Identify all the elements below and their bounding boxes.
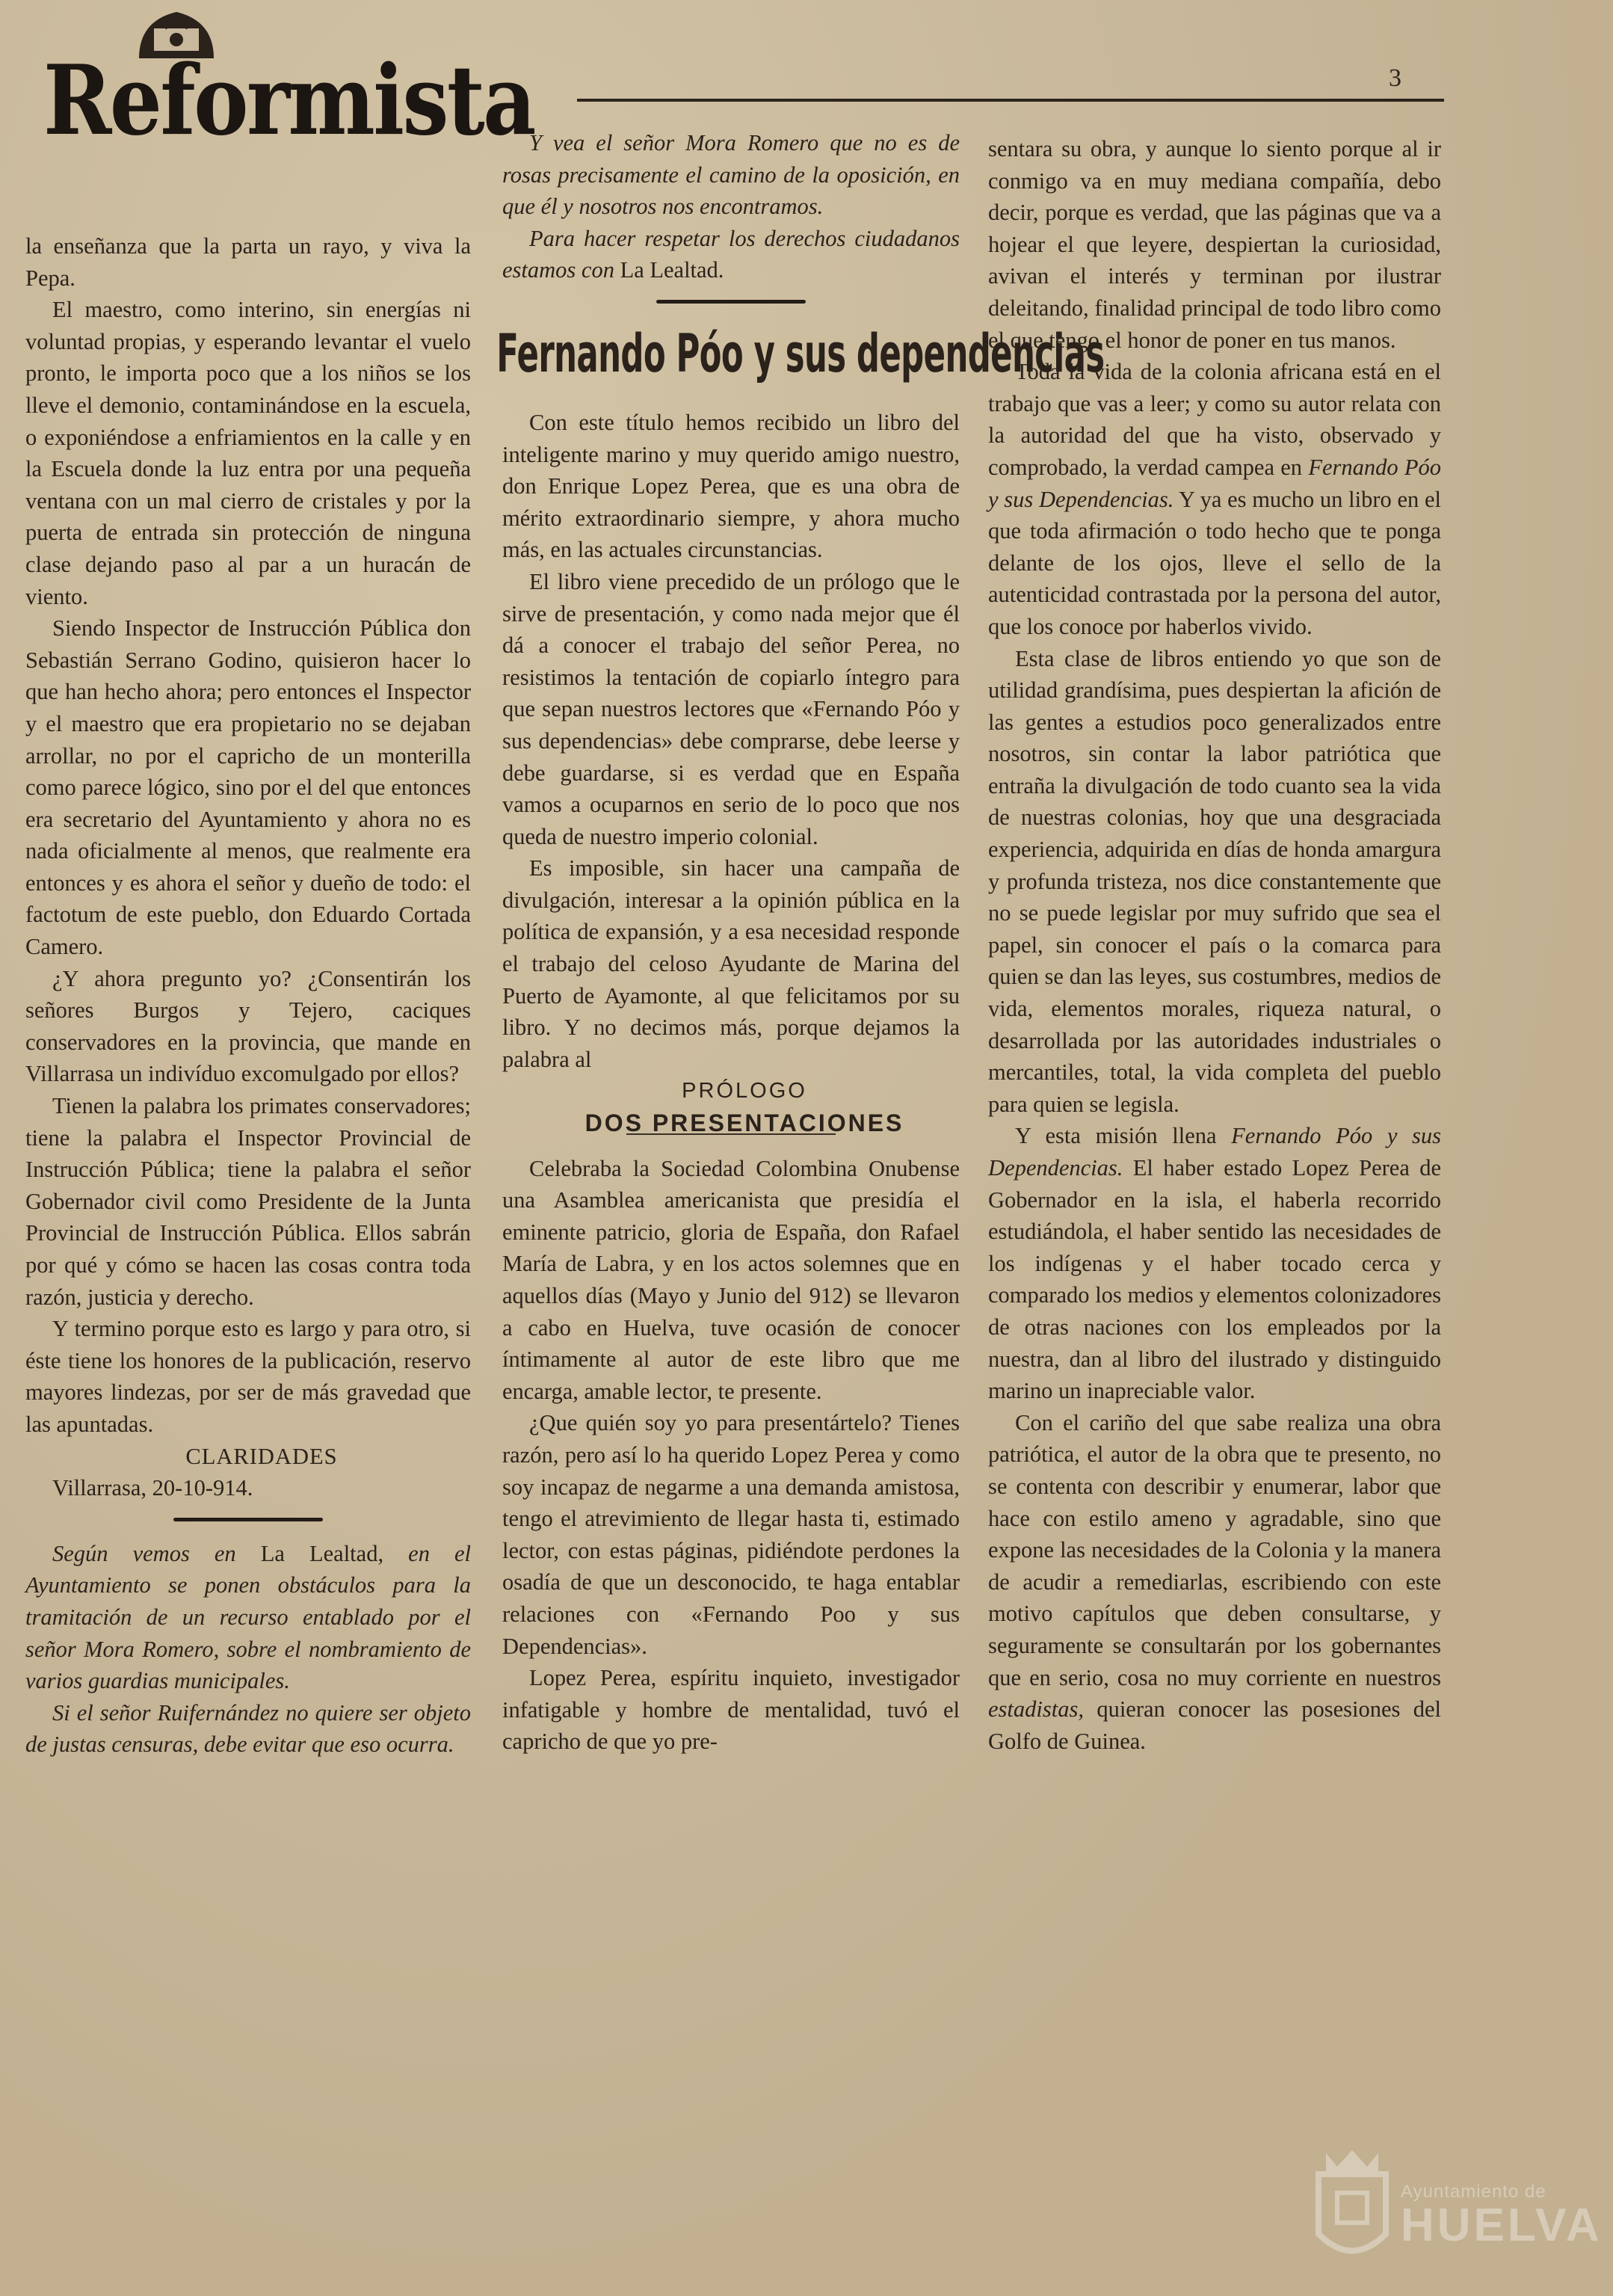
newspaper-name: La Lealtad, (260, 1540, 384, 1566)
paragraph: Toda la vida de la colonia africana está en el trabajo que vas a leer; y como su autor relata con la autoridad del que ha visto, observado y comprobado, la verdad campea en Fernando Póo y sus Dependencias. Y ya es mucho un libro en el que toda afirmación o todo hecho que te ponga delante de los ojos, lleve el sello de la autenticidad contrastada por la persona del autor, que los conoce por haberlos vivido. (988, 359, 1441, 639)
paragraph: El libro viene precedido de un prólogo que le sirve de presentación, y como nada mejor que él dá a conocer el trabajo del señor Perea, no resistimos la tentación de copiarlo íntegro para que sepan nuestros lectores que «Fernando Póo y sus dependencias» debe comprarse, debe leerse y debe guardarse, si es verdad que en España vamos a ocuparnos en serio de lo poco que nos queda de nuestro imperio colonial. (502, 568, 960, 849)
archive-watermark (1311, 2144, 1603, 2286)
note-paragraph: Si el señor Ruifernández no quiere ser objeto de justas censuras, debe evitar que eso ocurra. (25, 1699, 471, 1758)
huelva-crest-icon (1311, 2144, 1393, 2271)
prologue-heading: PRÓLOGO (682, 1079, 807, 1104)
place-date: Villarrasa, 20-10-914. (52, 1475, 253, 1501)
newspaper-name: La Lealtad. (620, 257, 724, 283)
masthead (43, 6, 559, 193)
watermark-text: Ayuntamiento de HUELVA (1401, 2182, 1603, 2251)
paragraph: El maestro, como interino, sin energías ni voluntad propias, y esperando levantar el vuelo pronto, le importa poco que a los niños se los lleve el demonio, contaminándose en la escuela, o exponiéndose a enfriamientos en la calle y en la Escuela donde la luz entra por una pequeña ventana con un mal cierro de cristales y por la puerta de entrada sin protección de ninguna clase dejando paso al par a un huracán de viento. (25, 297, 471, 609)
emphasis: estadistas, (988, 1696, 1084, 1723)
paragraph: Siendo Inspector de Instrucción Pública don Sebastián Serrano Godino, quisieron hacer lo que han hecho ahora; pero entonces el Inspector y el maestro que era propietario no se dejaban arrollar, no por el capricho de un monterilla como parece lógico, sino por el del que entonces era secretario del Ayuntamiento y ahora no es nada oficialmente al menos, que realmente era entonces y es ahora el señor y dueño de todo: el factotum de este pueblo, don Eduardo Cortada Camero. (25, 615, 471, 960)
book-title: Fernando Póo y sus Dependencias. (988, 1123, 1441, 1181)
separator (656, 300, 806, 304)
paragraph: Y esta misión llena Fernando Póo y sus Dependencias. El haber estado Lopez Perea de Gobernador en la isla, el haberla recorrido estudiándola, el haber sentido las necesidades de los indígenas y el haber tocado cerca y comparado los medios y elementos colonizadores de otras naciones con los empleados por la nuestra, dan al libro del ilustrado y distinguido marino un inapreciable valor. (988, 1123, 1442, 1404)
paragraph: ¿Que quién soy yo para presentártelo? Tienes razón, pero así lo ha querido Lopez Perea y como soy incapaz de negarme a una demanda amistosa, tengo el atrevimiento de llegar hasta ti, estimado lector, con estas páginas, pidiéndote perdones la osadía de que un desconocido, te haga entablar relaciones con «Fernando Poo y sus Dependencias». (502, 1410, 960, 1659)
paragraph: Con el cariño del que sabe realiza una obra patriótica, el autor de la obra que te presento, no se contenta con describir y enumerar, labor que hace con estilo ameno y agradable, sino que expone las necesidades de la Colonia y la manera de acudir a remediarlas, escribiendo con este motivo capítulos que deben consultarse, y seguramente se consultarán por los gobernantes que en serio, cosa no muy corriente en nuestros estadistas, quieran conocer las posesiones del Golfo de Guinea. (988, 1409, 1441, 1754)
column-1 (25, 230, 471, 1761)
paragraph: Es imposible, sin hacer una campaña de divulgación, interesar a la opinión pública en la política de expansión, y a esa necesidad responde el trabajo del celoso Ayudante de Marina del Puerto de Ayamonte, al que felicitamos por su libro. Y no decimos más, porque dejamos la palabra al (502, 855, 960, 1072)
paragraph: la enseñanza que la parta un rayo, y viva la Pepa. (25, 233, 471, 291)
note-paragraph: Y vea el señor Mora Romero que no es de rosas precisamente el camino de la oposición, en que él y nosotros nos encontramos. (502, 130, 960, 220)
note-paragraph: Según vemos en La Lealtad, en el Ayuntamiento se ponen obstáculos para la tramitación de un recurso entablado por el señor Mora Romero, sobre el nombramiento de varios guardias municipales. (25, 1540, 472, 1694)
header-rule (577, 99, 1444, 102)
paragraph: Celebraba la Sociedad Colombina Onubense una Asamblea americanista que presidía el eminente patricio, gloria de España, don Rafael María de Labra, y en los actos solemnes que en aquellos días (Mayo y Junio del 912) se llevaron a cabo en Huelva, tuve ocasión de conocer íntimamente al autor de este libro que me encarga, amable lector, te presente. (502, 1155, 960, 1404)
signature: CLARIDADES (185, 1443, 338, 1469)
paragraph: Y termino porque esto es largo y para otro, si éste tiene los honores de la publicación, reservo mayores lindezas, por ser de más gravedad que las apuntadas. (25, 1316, 471, 1437)
paragraph: sentara su obra, y aunque lo siento porque al ir conmigo va en muy mediana compañía, debo decir, porque es verdad, que las páginas que va a hojear el que leyere, despiertan la curiosidad, avivan el interés y terminan por ilustrar deleitando, finalidad principal de todo libro como el que tengo el honor de poner en tus manos. (988, 136, 1441, 353)
separator (173, 1518, 323, 1521)
paragraph: Esta clase de libros entiendo yo que son de utilidad grandísima, pues despiertan la afición de las gentes a estudios poco generalizados entre nosotros, sin contar la labor patriótica que entraña la divulgación de todo cuanto sea la vida de nuestras colonias, hoy que una desgraciada experiencia, adquirida en días de honda amargura y profunda tristeza, nos dice constantemente que no se puede legislar por muy sufrido que sea el papel, sin conocer el país o la comarca para quien se dan las leyes, sus costumbres, medios de vida, elementos morales, riqueza natural, o desarrollada por las autoridades industriales o mercantiles, total, la vida completa del pueblo para quien se legisla. (988, 645, 1441, 1117)
article-title: Fernando Póo y sus dependencias (496, 322, 1105, 384)
paragraph: Tienen la palabra los primates conservadores; tiene la palabra el Inspector Provincial de Instrucción Pública; tiene la palabra el señor Gobernador civil como Presidente de la Junta Provincial de Instrucción Pública. Ellos sabrán por qué y cómo se hacen las cosas contra toda razón, justicia y derecho. (25, 1093, 471, 1310)
page-number: 3 (1389, 64, 1401, 92)
paragraph: ¿Y ahora pregunto yo? ¿Consentirán los señores Burgos y Tejero, caciques conservadores en la provincia, que mande en Villarrasa un indivíduo excomulgado por ellos? (25, 965, 471, 1087)
note-paragraph: Para hacer respetar los derechos ciudadanos estamos con La Lealtad. (502, 225, 960, 283)
paragraph: Lopez Perea, espíritu inquieto, investigador infatigable y hombre de mentalidad, tuvó el capricho de que yo pre- (502, 1665, 960, 1755)
book-title: Fernando Póo y sus Dependencias. (988, 454, 1441, 512)
paragraph: Con este título hemos recibido un libro del inteligente marino y muy querido amigo nuestro, don Enrique Lopez Perea, que es una obra de mérito extraordinario siempre, y ahora mucho más, en las actuales circunstancias. (502, 409, 960, 563)
newspaper-title: Reformista (43, 45, 534, 157)
section-heading: DOS PRESENTACIONES (585, 1109, 904, 1137)
column-3 (988, 133, 1441, 1757)
